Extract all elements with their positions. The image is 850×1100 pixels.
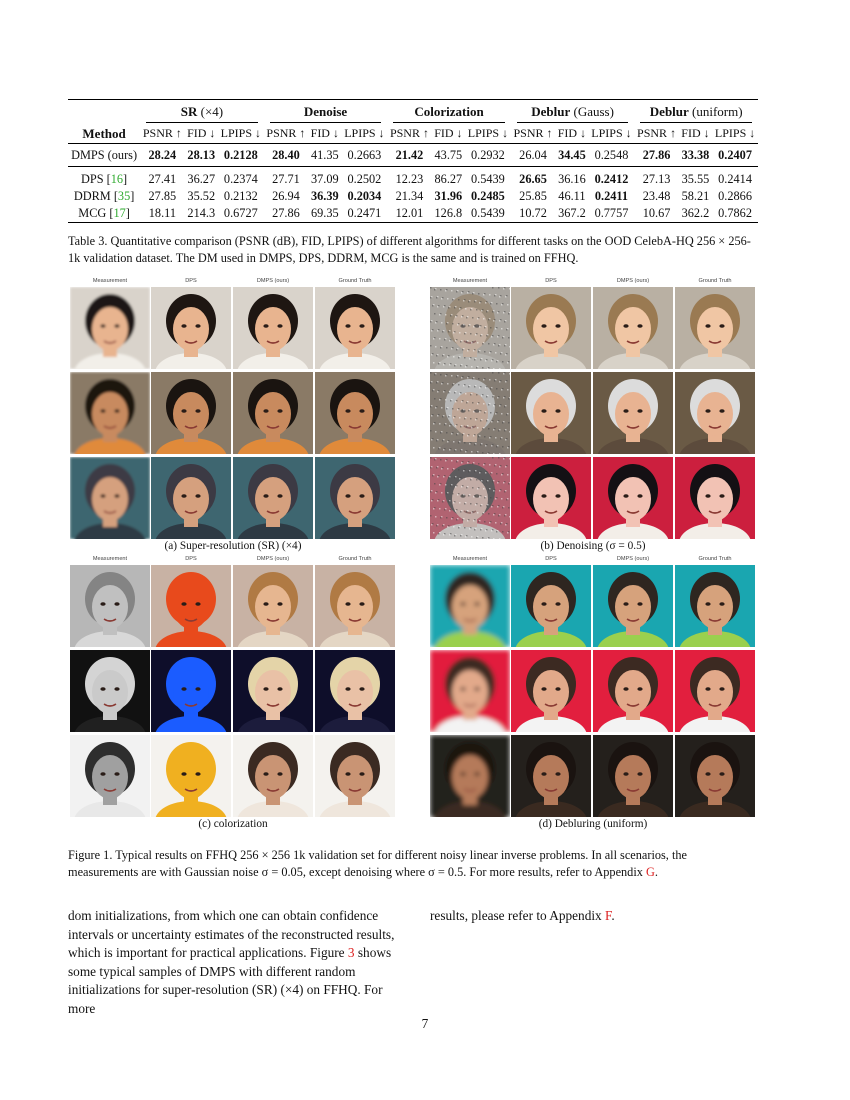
results-table-container xyxy=(68,99,758,223)
column-header: Ground Truth xyxy=(338,278,372,284)
table-cell: 27.71 xyxy=(272,172,300,186)
face-image xyxy=(315,287,395,369)
table-corner-cell xyxy=(68,100,140,124)
table-cell: 0.2471 xyxy=(342,205,388,223)
method-name: DMPS (ours) xyxy=(68,144,140,167)
face-image xyxy=(675,735,755,817)
metric-header: PSNR ↑ xyxy=(637,125,677,140)
table-cell: 0.2502 xyxy=(347,172,382,186)
face-image xyxy=(430,287,510,369)
table-cell: 28.24 xyxy=(140,144,184,167)
group-suffix: (uniform) xyxy=(688,104,743,119)
face-image xyxy=(233,565,313,647)
panel-caption: (a) Super-resolution (SR) (×4) xyxy=(164,540,302,552)
face-image xyxy=(70,650,150,732)
face-image xyxy=(511,287,591,369)
metric-header: PSNR ↑ xyxy=(389,125,429,140)
figure-panel-b xyxy=(430,278,756,558)
method-name xyxy=(68,205,140,223)
column-header: DMPS (ours) xyxy=(616,556,650,562)
metric-header: LPIPS ↓ xyxy=(714,125,756,140)
table-cell: 41.35 xyxy=(308,144,341,167)
group-header-2 xyxy=(387,100,511,124)
table-cell: 0.2411 xyxy=(594,189,629,203)
table-cell: 21.42 xyxy=(387,144,431,167)
face-image xyxy=(151,372,231,454)
table-cell: 0.5439 xyxy=(465,205,511,223)
face-image xyxy=(233,650,313,732)
table-cell: 10.67 xyxy=(634,205,678,223)
face-image xyxy=(593,565,673,647)
table-cell: 0.2407 xyxy=(712,144,758,167)
group-header-label xyxy=(640,103,752,123)
table-metric-row xyxy=(68,123,758,144)
group-header-label xyxy=(517,103,629,123)
column-header: Measurement xyxy=(92,556,128,562)
table-cell: 23.48 xyxy=(642,189,671,203)
column-header: Measurement xyxy=(92,278,128,284)
face-image xyxy=(593,650,673,732)
table-cell: 31.96 xyxy=(434,189,463,203)
table-cell: 0.2132 xyxy=(223,189,258,203)
face-image xyxy=(151,565,231,647)
method-name xyxy=(68,171,140,188)
face-image xyxy=(430,650,510,732)
table-cell: 0.7862 xyxy=(712,205,758,223)
table-cell: 21.34 xyxy=(395,189,424,203)
metric-header: FID ↓ xyxy=(310,125,339,140)
table-cell: 26.04 xyxy=(511,144,555,167)
column-header: DMPS (ours) xyxy=(256,556,290,562)
body-text-part: results, please refer to Appendix xyxy=(430,908,606,923)
results-table xyxy=(68,99,758,223)
face-image xyxy=(511,565,591,647)
face-image xyxy=(315,565,395,647)
column-header: Ground Truth xyxy=(698,278,732,284)
face-image xyxy=(151,457,231,539)
table-cell: 27.86 xyxy=(634,144,678,167)
citation-link[interactable]: 35 xyxy=(117,189,131,203)
table-cell: 12.23 xyxy=(395,172,424,186)
group-header-label xyxy=(270,103,382,123)
table-cell: 0.2374 xyxy=(223,172,258,186)
metric-header: LPIPS ↓ xyxy=(467,125,509,140)
face-image xyxy=(70,735,150,817)
face-image xyxy=(593,287,673,369)
table-cell: 27.41 xyxy=(148,172,177,186)
table-caption: Table 3. Quantitative comparison (PSNR (dB), FID, LPIPS) of different algorithms for different tasks on the OOD CelebA-HQ 256 × 256-1k validation dataset. The DM used in DMPS, DPS, DDRM, MCG is the same and is trained on FFHQ. xyxy=(68,234,751,265)
appendix-g-link[interactable]: G xyxy=(645,865,655,879)
figure-caption xyxy=(68,847,758,881)
method-label: MCG [ xyxy=(78,206,114,220)
table-cell: 214.3 xyxy=(185,205,218,223)
body-column-left xyxy=(68,907,402,1018)
table-cell: 0.7757 xyxy=(589,205,635,223)
table-cell: 0.2034 xyxy=(347,189,382,203)
table-cell: 34.45 xyxy=(555,144,588,167)
face-image xyxy=(151,650,231,732)
figure-caption-text: Figure 1. Typical results on FFHQ 256 × 256 1k validation set for different noisy linear inverse problems. In all scenarios, the measurements are with Gaussian noise σ = 0.05, except denoising where σ = 0.5. For more results, refer to Appendix xyxy=(68,848,687,879)
face-image xyxy=(430,372,510,454)
table-cell: 362.2 xyxy=(679,205,712,223)
table-cell: 69.35 xyxy=(308,205,341,223)
table-cell: 33.38 xyxy=(679,144,712,167)
column-header: Measurement xyxy=(452,278,488,284)
group-header-label xyxy=(393,103,505,123)
face-image xyxy=(315,372,395,454)
metric-header: FID ↓ xyxy=(434,125,463,140)
face-image xyxy=(675,372,755,454)
table-row xyxy=(68,205,758,223)
face-image xyxy=(430,735,510,817)
table-cell: 0.2866 xyxy=(718,189,752,203)
table-cell: 0.2548 xyxy=(589,144,635,167)
group-name: Deblur xyxy=(649,104,689,119)
table-cell: 35.52 xyxy=(187,189,216,203)
column-header: DPS xyxy=(545,556,557,562)
table-cell: 0.2485 xyxy=(471,189,505,203)
metric-header: PSNR ↑ xyxy=(266,125,306,140)
face-image xyxy=(511,457,591,539)
table-cell: 18.11 xyxy=(140,205,184,223)
citation-bracket: ] xyxy=(123,172,128,186)
body-text-part: dom initializations, from which one can obtain confidence intervals or uncertainty estimates of the reconstructed results, which is important for practical applications. Figure xyxy=(68,908,395,960)
table-cell: 0.2663 xyxy=(342,144,388,167)
method-label: DPS [ xyxy=(81,172,111,186)
face-image xyxy=(70,457,150,539)
table-group-row xyxy=(68,100,758,124)
metric-header: FID ↓ xyxy=(557,125,587,140)
table-cell: 26.65 xyxy=(519,172,547,186)
group-suffix: (×4) xyxy=(197,104,224,119)
face-image xyxy=(233,372,313,454)
group-header-label xyxy=(146,103,258,123)
table-row xyxy=(68,188,758,205)
face-image xyxy=(593,372,673,454)
table-cell: 86.27 xyxy=(434,172,463,186)
face-image xyxy=(233,457,313,539)
panel-caption: (d) Debluring (uniform) xyxy=(538,818,648,830)
face-image xyxy=(593,735,673,817)
metric-header: LPIPS ↓ xyxy=(220,125,262,140)
face-image xyxy=(675,565,755,647)
group-header-3 xyxy=(511,100,635,124)
method-header: Method xyxy=(82,125,126,141)
metric-header: LPIPS ↓ xyxy=(591,125,632,140)
table-cell: 27.85 xyxy=(148,189,177,203)
body-text-part: shows some typical samples of DMPS with different random initializations for super-resolution (SR) (×4) on FFHQ. For more xyxy=(68,945,392,1016)
group-name: SR xyxy=(180,104,198,119)
column-header: DPS xyxy=(185,556,197,562)
face-image xyxy=(151,735,231,817)
table-cell: 46.11 xyxy=(558,189,586,203)
table-cell: 0.2412 xyxy=(594,172,629,186)
table-cell: 36.39 xyxy=(310,189,339,203)
column-header: DMPS (ours) xyxy=(616,278,650,284)
table-cell: 43.75 xyxy=(432,144,465,167)
face-image xyxy=(70,565,150,647)
table-cell: 35.55 xyxy=(681,172,710,186)
metric-header: FID ↓ xyxy=(187,125,216,140)
face-image xyxy=(151,287,231,369)
group-name: Denoise xyxy=(303,104,348,119)
body-text-part: . xyxy=(611,908,615,923)
appendix-f-link[interactable]: F xyxy=(605,908,612,923)
figure-panel-a xyxy=(70,278,396,558)
face-image xyxy=(233,735,313,817)
table-row xyxy=(68,171,758,188)
body-column-right xyxy=(430,907,764,926)
column-header: DMPS (ours) xyxy=(256,278,290,284)
metric-header: LPIPS ↓ xyxy=(344,125,385,140)
face-image xyxy=(593,457,673,539)
citation-bracket: ] xyxy=(125,206,130,220)
table-cell: 36.27 xyxy=(187,172,216,186)
column-header: DPS xyxy=(185,278,197,284)
face-image xyxy=(430,565,510,647)
group-name: Deblur xyxy=(531,104,571,119)
metric-header: PSNR ↑ xyxy=(513,125,553,140)
table-cell: 27.86 xyxy=(264,205,308,223)
group-name: Colorization xyxy=(414,104,484,119)
face-image xyxy=(511,735,591,817)
table-cell: 36.16 xyxy=(558,172,586,186)
column-header: Ground Truth xyxy=(338,556,372,562)
panel-caption: (c) colorization xyxy=(198,818,268,830)
table-cell: 0.2932 xyxy=(465,144,511,167)
face-image xyxy=(430,457,510,539)
column-header: Ground Truth xyxy=(698,556,732,562)
page-number: 7 xyxy=(421,1016,429,1031)
table-cell: 28.40 xyxy=(264,144,308,167)
table-cell: 367.2 xyxy=(555,205,588,223)
group-header-0 xyxy=(140,100,264,124)
table-cell: 27.13 xyxy=(642,172,671,186)
metric-header: FID ↓ xyxy=(681,125,710,140)
figure-panel-c xyxy=(70,556,396,836)
table-row-ours xyxy=(68,144,758,167)
group-header-4 xyxy=(634,100,758,124)
citation-link[interactable]: 17 xyxy=(113,206,126,220)
citation-link[interactable]: 16 xyxy=(110,172,124,186)
group-suffix: (Gauss) xyxy=(570,104,614,119)
table-cell: 37.09 xyxy=(310,172,339,186)
table-cell: 26.94 xyxy=(272,189,300,203)
face-image xyxy=(70,372,150,454)
face-image xyxy=(675,457,755,539)
figure-panel-d xyxy=(430,556,756,836)
citation-bracket: ] xyxy=(130,189,135,203)
table-cell: 126.8 xyxy=(432,205,465,223)
face-image xyxy=(675,650,755,732)
figure-3-link[interactable]: 3 xyxy=(347,945,355,960)
column-header: Measurement xyxy=(452,556,488,562)
method-label: DDRM [ xyxy=(73,189,118,203)
face-image xyxy=(315,650,395,732)
figure-caption-period: . xyxy=(654,865,658,879)
table-cell: 0.6727 xyxy=(218,205,264,223)
table-cell: 0.2414 xyxy=(718,172,752,186)
table-cell: 25.85 xyxy=(519,189,547,203)
table-cell: 58.21 xyxy=(681,189,710,203)
column-header: DPS xyxy=(545,278,557,284)
face-image xyxy=(511,650,591,732)
face-image xyxy=(315,735,395,817)
panel-caption: (b) Denoising (σ = 0.5) xyxy=(540,540,646,552)
face-image xyxy=(233,287,313,369)
face-image xyxy=(675,287,755,369)
face-image xyxy=(70,287,150,369)
table-cell: 0.5439 xyxy=(471,172,505,186)
table-cell: 28.13 xyxy=(185,144,218,167)
method-name xyxy=(68,188,140,205)
face-image xyxy=(315,457,395,539)
table-cell: 10.72 xyxy=(511,205,555,223)
table-cell: 0.2128 xyxy=(218,144,264,167)
metric-header: PSNR ↑ xyxy=(142,125,182,140)
table-cell: 12.01 xyxy=(387,205,431,223)
face-image xyxy=(511,372,591,454)
group-header-1 xyxy=(264,100,388,124)
